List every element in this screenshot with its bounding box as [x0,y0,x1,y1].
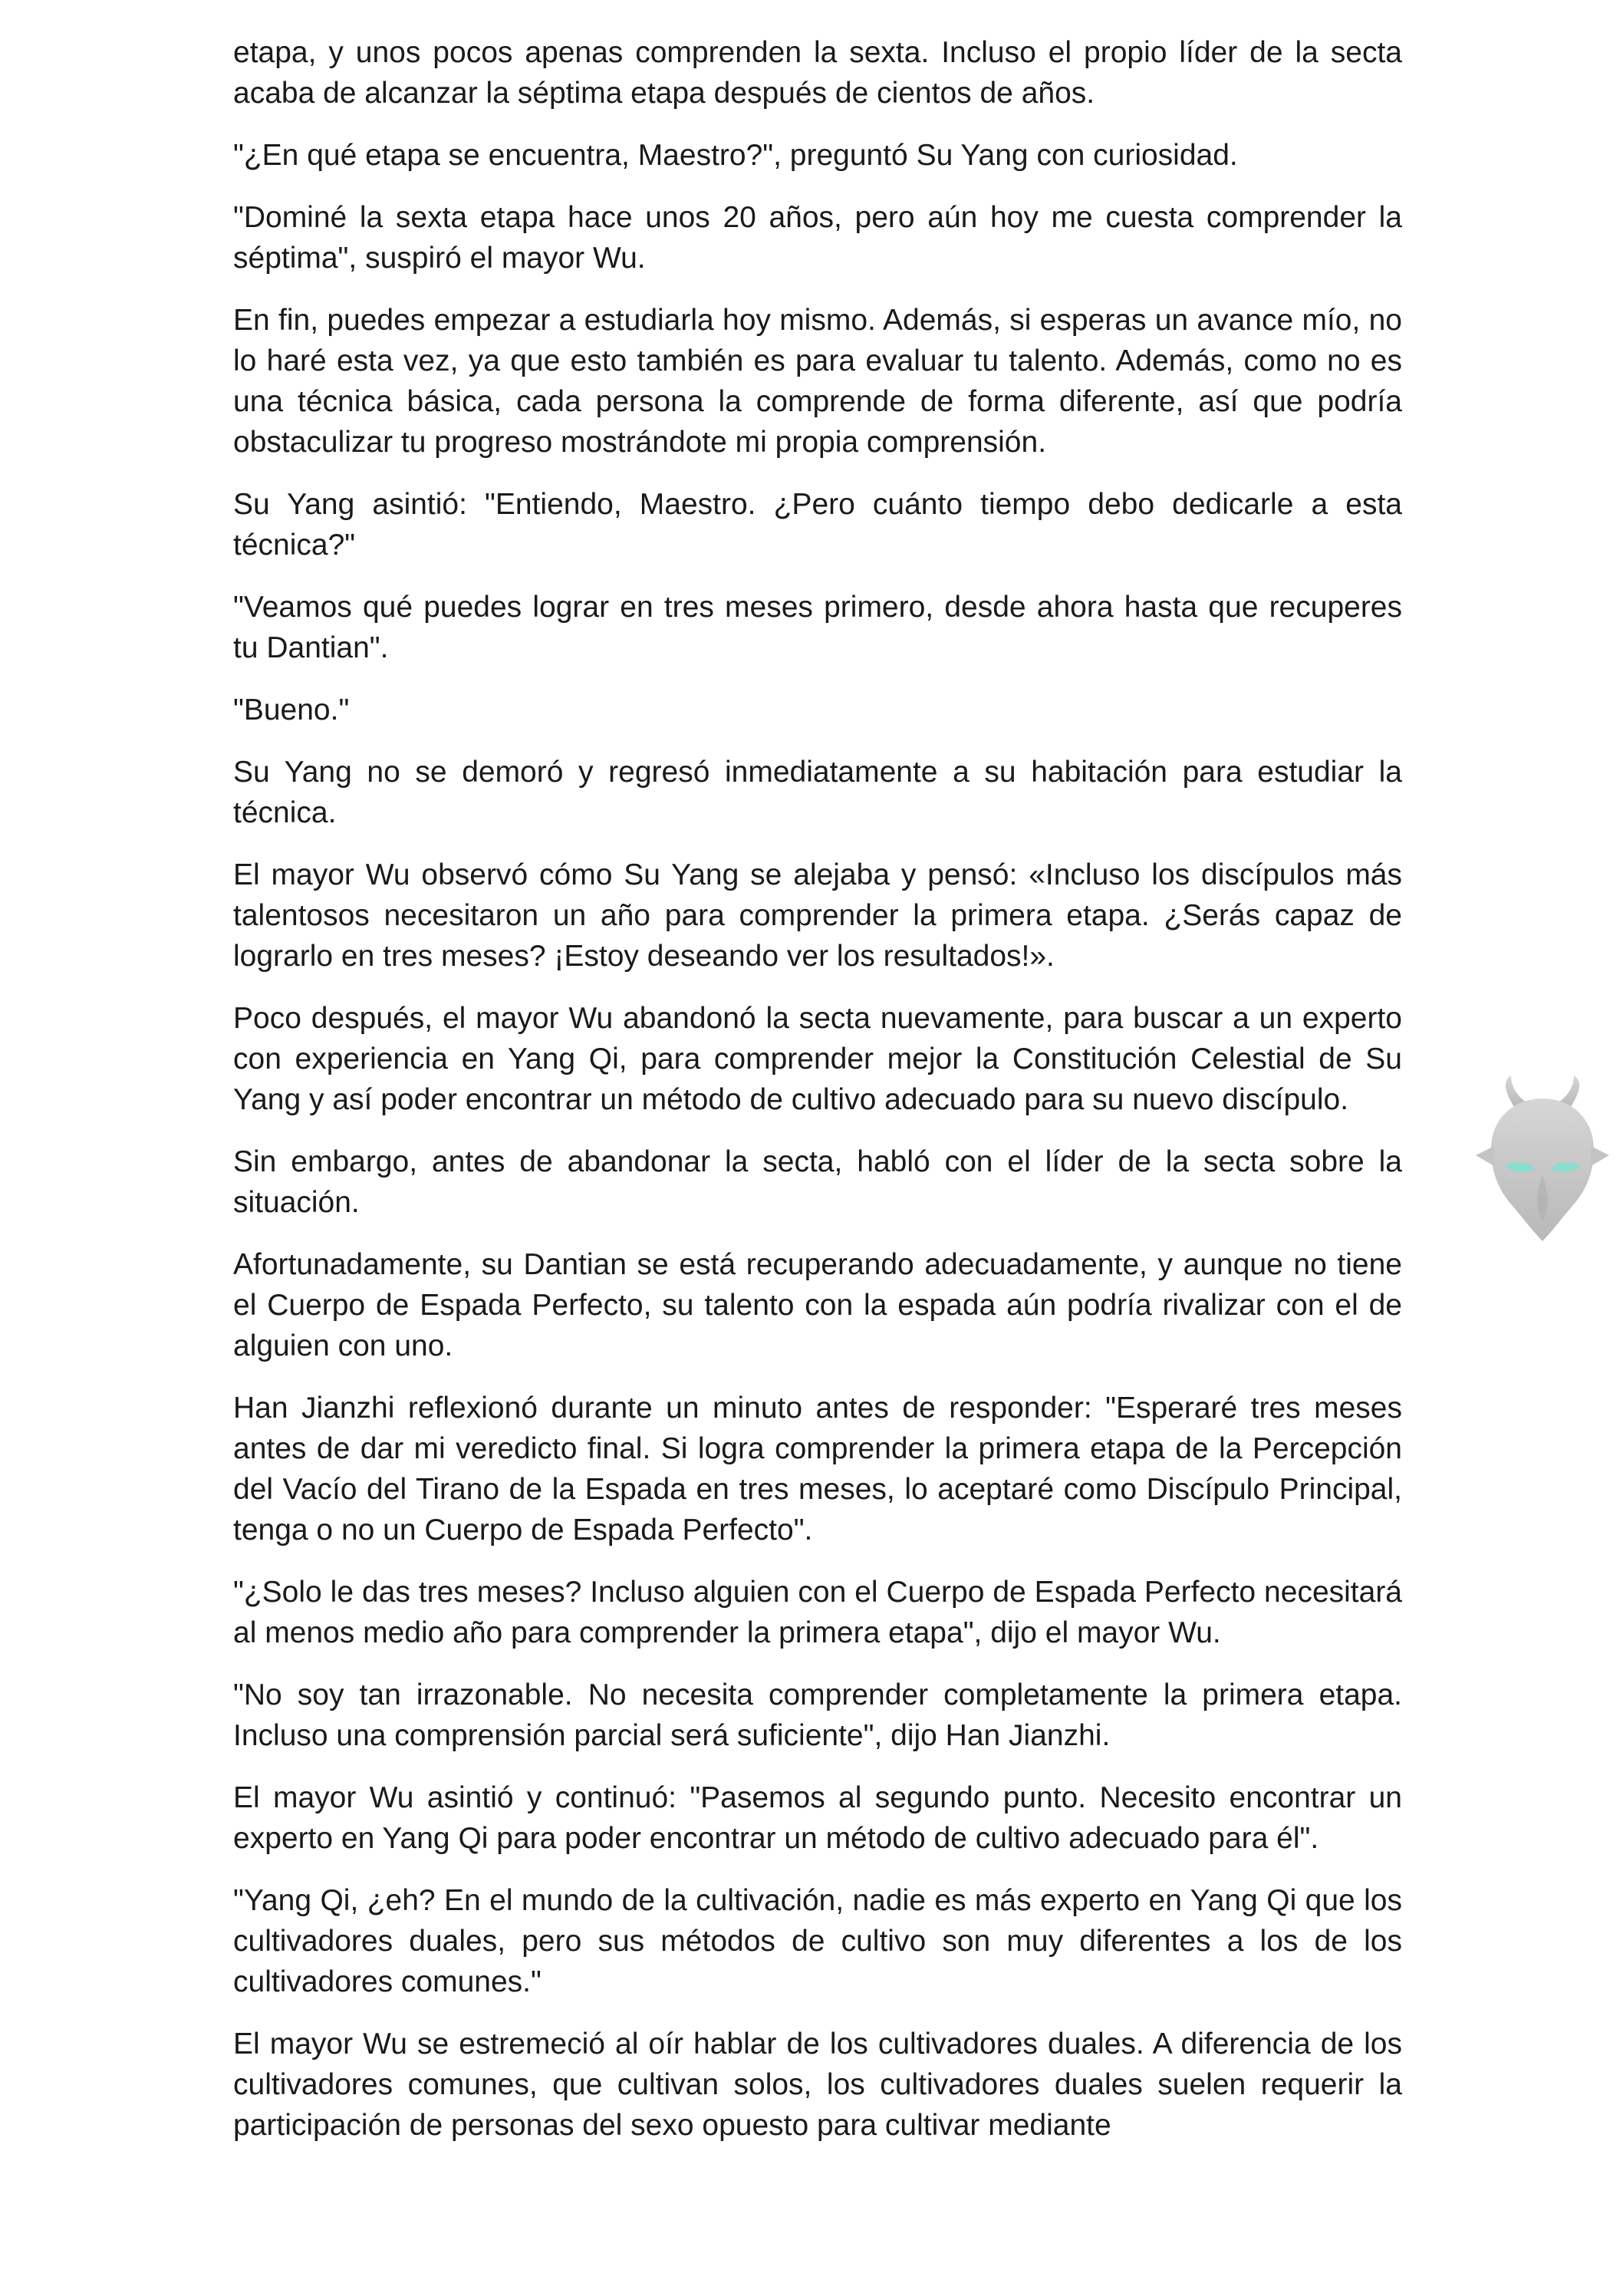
demon-head-icon [1471,1076,1614,1243]
paragraph: Sin embargo, antes de abandonar la secta, habló con el líder de la secta sobre la situación. [233,1145,1402,1219]
watermark [1471,1076,1614,1243]
paragraph: "Veamos qué puedes lograr en tres meses primero, desde ahora hasta que recuperes tu Dantian". [233,591,1402,664]
paragraph: Su Yang no se demoró y regresó inmediatamente a su habitación para estudiar la técnica. [233,756,1402,829]
body-text [233,32,1402,2167]
paragraph: Han Jianzhi reflexionó durante un minuto antes de responder: "Esperaré tres meses antes de dar mi veredicto final. Si logra comprender la primera etapa de la Percepción del Vacío del Tirano de la Espada en tres meses, lo aceptaré como Discípulo Principal, tenga o no un Cuerpo de Espada Perfecto". [233,1392,1402,1547]
paragraph: El mayor Wu asintió y continuó: "Pasemos al segundo punto. Necesito encontrar un experto en Yang Qi para poder encontrar un método de cultivo adecuado para él". [233,1781,1402,1855]
paragraph: En fin, puedes empezar a estudiarla hoy mismo. Además, si esperas un avance mío, no lo haré esta vez, ya que esto también es para evaluar tu talento. Además, como no es una técnica básica, cada persona la comprende de forma diferente, así que podría obstaculizar tu progreso mostrándote mi propia comprensión. [233,304,1402,459]
paragraph: "Bueno." [233,693,350,726]
paragraph: "Yang Qi, ¿eh? En el mundo de la cultivación, nadie es más experto en Yang Qi que los cultivadores duales, pero sus métodos de cultivo son muy diferentes a los de los cultivadores comunes." [233,1884,1402,1998]
paragraph: etapa, y unos pocos apenas comprenden la sexta. Incluso el propio líder de la secta acaba de alcanzar la séptima etapa después de cientos de años. [233,36,1402,110]
paragraph: "¿Solo le das tres meses? Incluso alguien con el Cuerpo de Espada Perfecto necesitará al menos medio año para comprender la primera etapa", dijo el mayor Wu. [233,1576,1402,1649]
paragraph: Su Yang asintió: "Entiendo, Maestro. ¿Pero cuánto tiempo debo dedicarle a esta técnica?" [233,488,1402,562]
paragraph: "Dominé la sexta etapa hace unos 20 años, pero aún hoy me cuesta comprender la séptima", suspiró el mayor Wu. [233,201,1402,275]
paragraph: El mayor Wu se estremeció al oír hablar de los cultivadores duales. A diferencia de los cultivadores comunes, que cultivan solos, los cultivadores duales suelen requerir la participación de personas del sexo opuesto para cultivar mediante [233,2028,1402,2142]
paragraph: Poco después, el mayor Wu abandonó la secta nuevamente, para buscar a un experto con experiencia en Yang Qi, para comprender mejor la Constitución Celestial de Su Yang y así poder encontrar un método de cultivo adecuado para su nuevo discípulo. [233,1002,1402,1116]
paragraph: "¿En qué etapa se encuentra, Maestro?", preguntó Su Yang con curiosidad. [233,139,1238,172]
paragraph: El mayor Wu observó cómo Su Yang se alejaba y pensó: «Incluso los discípulos más talentosos necesitaron un año para comprender la primera etapa. ¿Serás capaz de lograrlo en tres meses? ¡Estoy deseando ver los resultados!». [233,858,1402,973]
paragraph: "No soy tan irrazonable. No necesita comprender completamente la primera etapa. Incluso una comprensión parcial será suficiente", dijo Han Jianzhi. [233,1678,1402,1752]
paragraph: Afortunadamente, su Dantian se está recuperando adecuadamente, y aunque no tiene el Cuerpo de Espada Perfecto, su talento con la espada aún podría rivalizar con el de alguien con uno. [233,1248,1402,1362]
